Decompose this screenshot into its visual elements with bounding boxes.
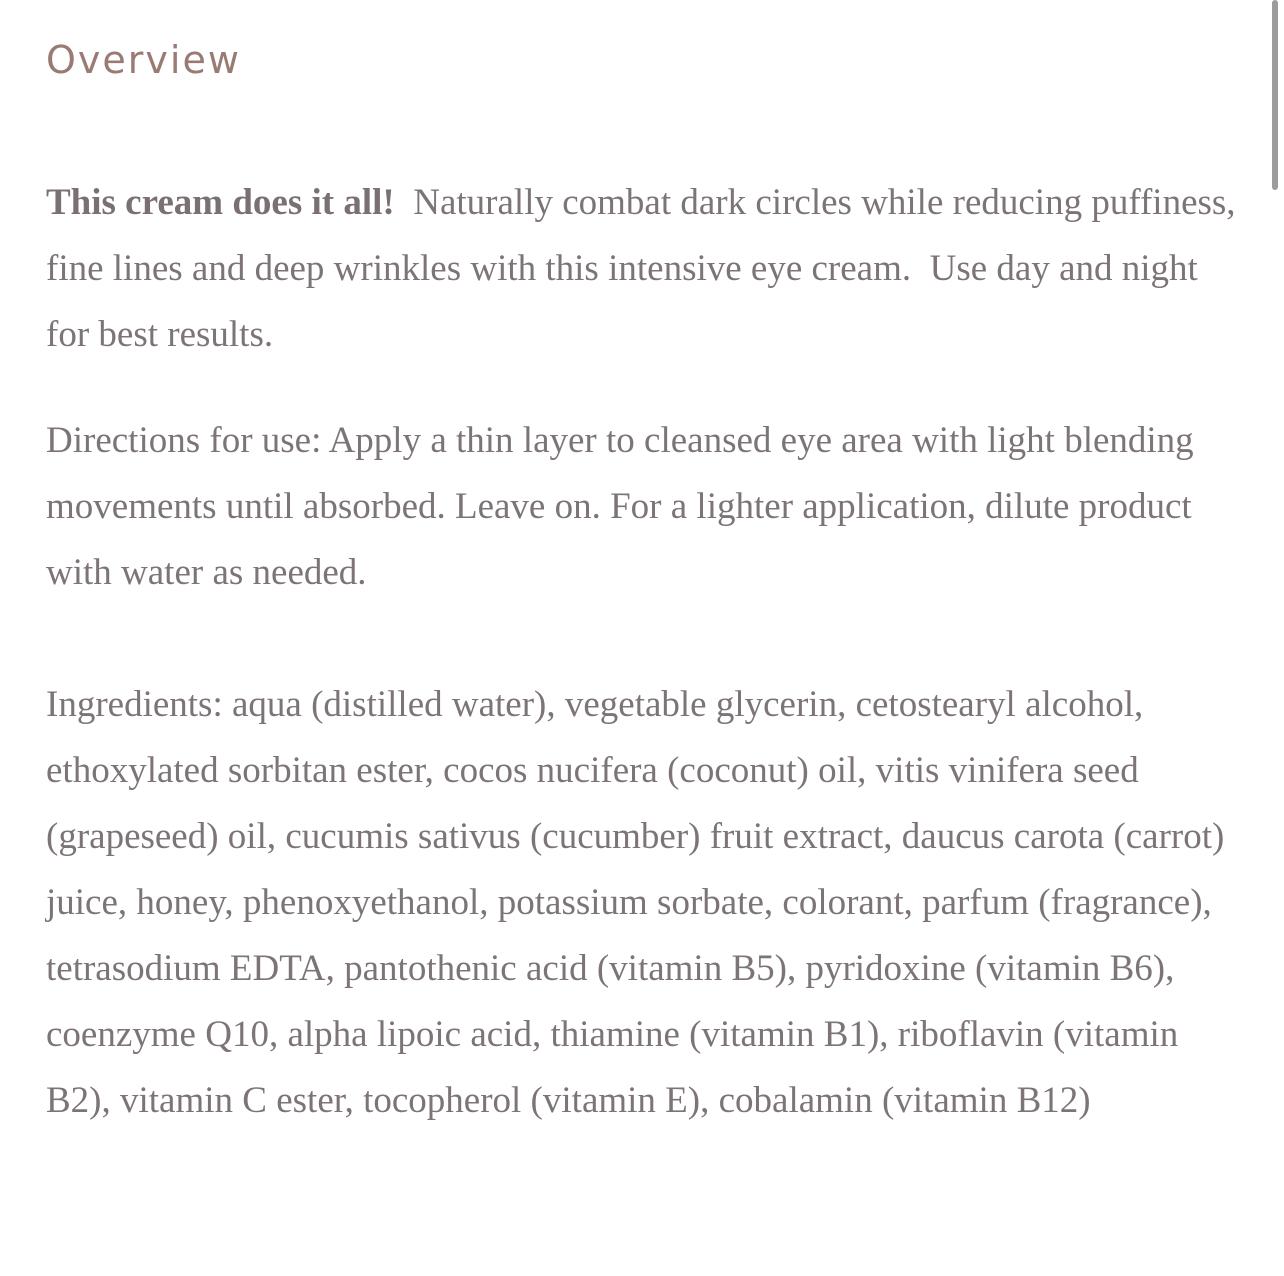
scrollbar-thumb[interactable] [1272,0,1278,190]
overview-heading: Overview [46,38,241,82]
intro-text: Naturally combat dark circles while reducing puffiness, fine lines and deep wrinkles with this intensive eye cream. Use day and night for best results. [46,182,1245,355]
directions-paragraph: Directions for use: Apply a thin layer to cleansed eye area with light blending movements until absorbed. Leave on. For a lighter application, dilute product with water as needed. [46,420,1194,593]
intro-paragraph [46,170,1246,368]
ingredients-paragraph: Ingredients: aqua (distilled water), vegetable glycerin, cetostearyl alcohol, ethoxylated sorbitan ester, cocos nucifera (coconut) oil, vitis vinifera seed (grapeseed) oil, cucumis sativus (cucumber) fruit extract, daucus carota (carrot) juice, honey, phenoxyethanol, potassium sorbate, colorant, parfum (fragrance), tetrasodium EDTA, pantothenic acid (vitamin B5), pyridoxine (vitamin B6), coenzyme Q10, alpha lipoic acid, thiamine (vitamin B1), riboflavin (vitamin B2), vitamin C ester, tocopherol (vitamin E), cobalamin (vitamin B12) [46,684,1225,1121]
overview-content [46,170,1246,1134]
intro-bold-text: This cream does it all! [46,182,395,223]
vertical-scrollbar[interactable] [1272,0,1278,1276]
